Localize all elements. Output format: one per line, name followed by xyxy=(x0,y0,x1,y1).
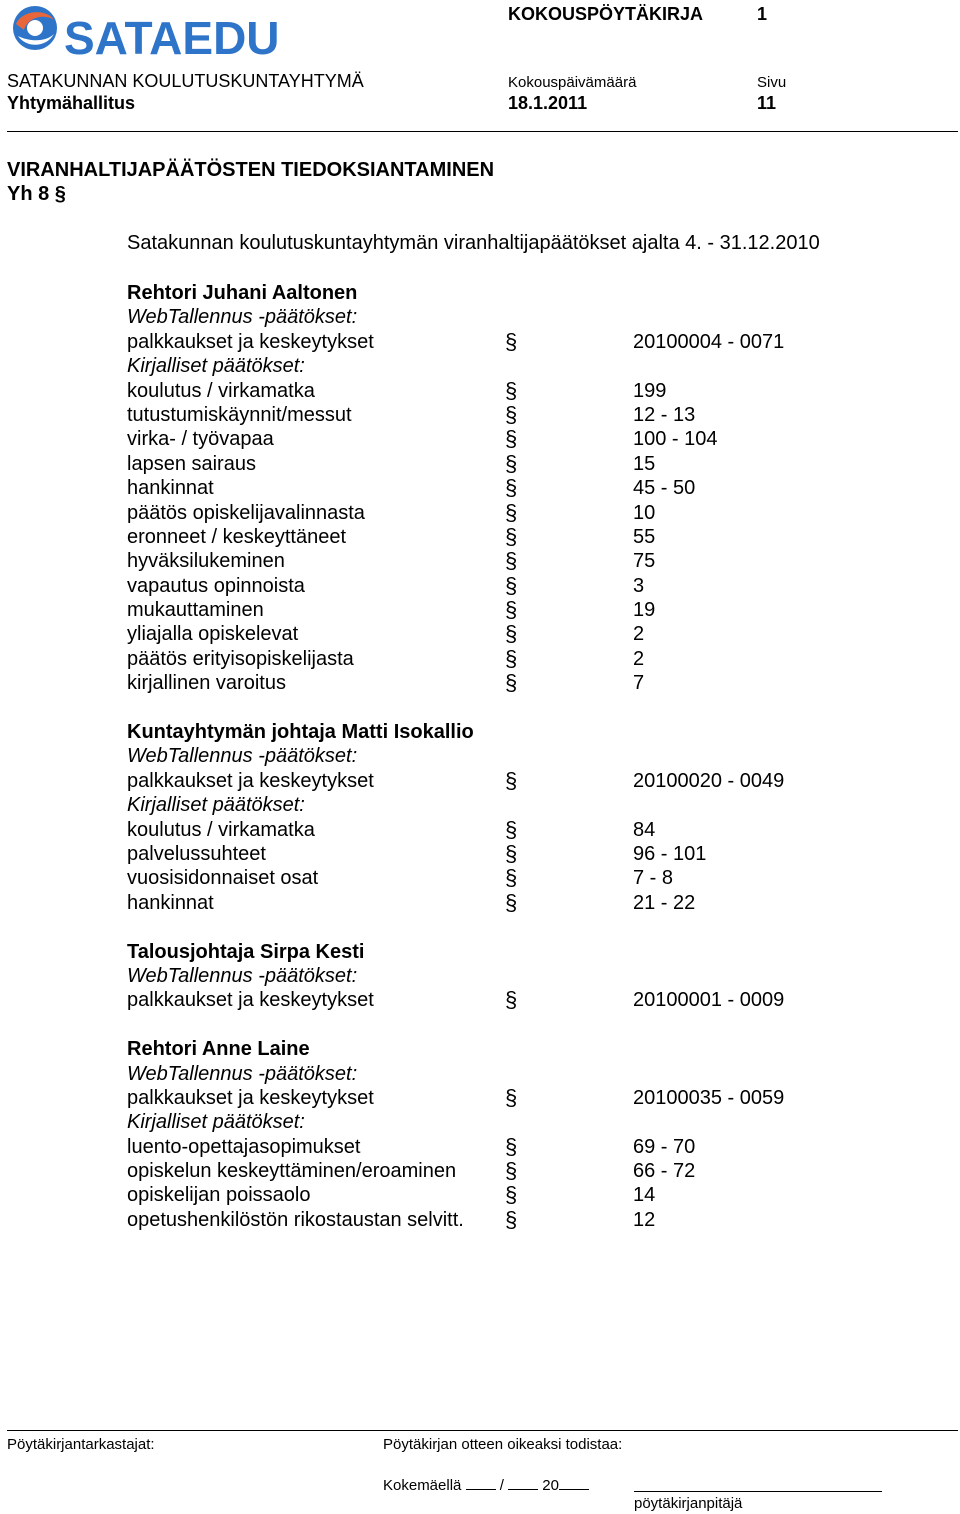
decision-numbers: 96 - 101 xyxy=(633,842,707,865)
category-label: Kirjalliset päätökset: xyxy=(127,1111,305,1134)
official-heading xyxy=(127,940,947,964)
certify-label: Pöytäkirjan otteen oikeaksi todistaa: xyxy=(383,1436,623,1453)
decision-label: mukauttaminen xyxy=(127,599,264,622)
decision-label: päätös opiskelijavalinnasta xyxy=(127,501,365,524)
decision-row xyxy=(127,403,947,427)
official-heading xyxy=(127,1037,947,1061)
decision-label: palkkaukset ja keskeytykset xyxy=(127,1086,374,1109)
decision-numbers: 55 xyxy=(633,525,656,548)
decision-label: vapautus opinnoista xyxy=(127,574,305,597)
month-blank[interactable] xyxy=(508,1475,538,1490)
official-name: Rehtori Juhani Aaltonen xyxy=(127,282,358,304)
decision-numbers: 20100035 - 0059 xyxy=(633,1086,785,1109)
decision-row xyxy=(127,501,947,525)
document-type: KOKOUSPÖYTÄKIRJA xyxy=(508,4,704,24)
official-name: Talousjohtaja Sirpa Kesti xyxy=(127,940,365,963)
decision-label: koulutus / virkamatka xyxy=(127,379,315,402)
decision-row xyxy=(127,647,947,671)
decision-numbers: 2 xyxy=(633,647,645,670)
reviewers-label: Pöytäkirjantarkastajat: xyxy=(7,1436,155,1453)
page-number: 1 xyxy=(757,4,768,24)
decision-label: hankinnat xyxy=(127,477,214,500)
decision-row xyxy=(127,525,947,549)
section-sign: § xyxy=(505,426,518,452)
meeting-date-label: Kokouspäivämäärä xyxy=(508,74,637,91)
decision-numbers: 199 xyxy=(633,379,667,402)
decision-row xyxy=(127,549,947,573)
category-label: Kirjalliset päätökset: xyxy=(127,355,305,378)
decision-row xyxy=(127,818,947,842)
decision-numbers: 20100020 - 0049 xyxy=(633,769,785,792)
decision-label: opiskelijan poissaolo xyxy=(127,1184,311,1207)
decision-label: lapsen sairaus xyxy=(127,452,256,475)
decision-label: palvelussuhteet xyxy=(127,842,266,865)
decision-row xyxy=(127,452,947,476)
section-sign: § xyxy=(505,987,518,1013)
logo-inner xyxy=(27,20,43,36)
meeting-date: 18.1.2011 xyxy=(508,93,588,113)
decision-label: koulutus / virkamatka xyxy=(127,818,315,841)
sataedu-logo xyxy=(6,2,280,64)
decision-row xyxy=(127,622,947,646)
decision-label: luento-opettajasopimukset xyxy=(127,1135,361,1158)
decision-numbers: 14 xyxy=(633,1184,656,1207)
decision-numbers: 12 - 13 xyxy=(633,403,696,426)
section-number: Yh 8 § xyxy=(7,183,66,205)
decision-category xyxy=(127,793,947,817)
header-divider xyxy=(7,131,958,132)
section-sign: § xyxy=(505,1206,518,1232)
logo-text: SATAEDU xyxy=(64,12,280,64)
page-label: Sivu xyxy=(757,74,787,91)
decision-category xyxy=(127,1062,947,1086)
decision-label: yliajalla opiskelevat xyxy=(127,623,299,646)
category-label: WebTallennus -päätökset: xyxy=(127,306,358,329)
decision-label: hankinnat xyxy=(127,891,214,914)
date-slash: / xyxy=(499,1477,504,1494)
signing-place-line xyxy=(383,1475,589,1494)
decision-label: opiskelun keskeyttäminen/eroaminen xyxy=(127,1160,457,1183)
decision-row xyxy=(127,598,947,622)
intro-text: Satakunnan koulutuskuntayhtymän viranhaltijapäätökset ajalta 4. - 31.12.2010 xyxy=(127,232,820,254)
official-name: Rehtori Anne Laine xyxy=(127,1038,310,1061)
decision-label: palkkaukset ja keskeytykset xyxy=(127,330,374,353)
decision-category xyxy=(127,305,947,329)
decision-row xyxy=(127,427,947,451)
decision-category xyxy=(127,354,947,378)
category-label: WebTallennus -päätökset: xyxy=(127,964,358,987)
decision-row xyxy=(127,476,947,500)
decision-row xyxy=(127,1159,947,1183)
decision-numbers: 45 - 50 xyxy=(633,477,696,500)
section-sign: § xyxy=(505,377,518,403)
sataedu-logo-mark xyxy=(6,2,280,64)
decision-label: vuosisidonnaiset osat xyxy=(127,867,319,890)
section-sign: § xyxy=(505,548,518,574)
decision-row xyxy=(127,988,947,1012)
decision-row xyxy=(127,379,947,403)
decision-numbers: 7 xyxy=(633,672,645,695)
day-blank[interactable] xyxy=(466,1475,496,1490)
section-sign: § xyxy=(505,572,518,598)
organization-name: SATAKUNNAN KOULUTUSKUNTAYHTYMÄ xyxy=(7,71,364,91)
section-sign: § xyxy=(505,645,518,671)
decision-numbers: 75 xyxy=(633,550,656,573)
decision-row xyxy=(127,671,947,695)
board-name: Yhtymähallitus xyxy=(7,93,136,113)
section-sign: § xyxy=(505,1084,518,1110)
decision-numbers: 66 - 72 xyxy=(633,1160,696,1183)
section-sign: § xyxy=(505,816,518,842)
decision-row xyxy=(127,842,947,866)
decision-category xyxy=(127,964,947,988)
decision-numbers: 19 xyxy=(633,599,656,622)
section-sign: § xyxy=(505,401,518,427)
section-sign: § xyxy=(505,450,518,476)
decision-row xyxy=(127,1208,947,1232)
decision-row xyxy=(127,330,947,354)
document-title: VIRANHALTIJAPÄÄTÖSTEN TIEDOKSIANTAMINEN xyxy=(7,159,495,181)
decision-row xyxy=(127,574,947,598)
section-sign: § xyxy=(505,475,518,501)
category-label: WebTallennus -päätökset: xyxy=(127,745,358,768)
decision-row xyxy=(127,866,947,890)
decision-label: virka- / työvapaa xyxy=(127,428,274,451)
year-prefix: 20 xyxy=(542,1477,559,1494)
signature-line[interactable] xyxy=(634,1491,882,1492)
decision-category xyxy=(127,744,947,768)
decision-numbers: 84 xyxy=(633,818,656,841)
decision-row xyxy=(127,1086,947,1110)
section-sign: § xyxy=(505,889,518,915)
section-sign: § xyxy=(505,1133,518,1159)
decision-numbers: 20100004 - 0071 xyxy=(633,330,785,353)
decision-label: päätös erityisopiskelijasta xyxy=(127,647,354,670)
official-name: Kuntayhtymän johtaja Matti Isokallio xyxy=(127,721,474,744)
category-label: WebTallennus -päätökset: xyxy=(127,1062,358,1085)
decision-numbers: 20100001 - 0009 xyxy=(633,989,785,1012)
decision-label: opetushenkilöstön rikostaustan selvitt. xyxy=(127,1208,464,1231)
official-heading xyxy=(127,720,947,744)
section-sign: § xyxy=(505,840,518,866)
signing-place: Kokemäellä xyxy=(383,1477,462,1494)
decision-label: kirjallinen varoitus xyxy=(127,672,286,695)
section-sign: § xyxy=(505,670,518,696)
decision-label: hyväksilukeminen xyxy=(127,550,285,573)
decision-category xyxy=(127,1110,947,1134)
decision-row xyxy=(127,1135,947,1159)
category-label: Kirjalliset päätökset: xyxy=(127,794,305,817)
decision-label: tutustumiskäynnit/messut xyxy=(127,403,352,426)
decision-numbers: 7 - 8 xyxy=(633,867,674,890)
decision-row xyxy=(127,1183,947,1207)
year-blank[interactable] xyxy=(559,1475,589,1490)
decision-numbers: 10 xyxy=(633,501,656,524)
section-sign: § xyxy=(505,865,518,891)
decision-list xyxy=(127,281,947,1232)
section-sign: § xyxy=(505,767,518,793)
page-value: 11 xyxy=(757,93,777,113)
section-sign: § xyxy=(505,523,518,549)
decision-numbers: 3 xyxy=(633,574,645,597)
decision-numbers: 12 xyxy=(633,1208,656,1231)
official-heading xyxy=(127,281,947,305)
decision-numbers: 21 - 22 xyxy=(633,891,696,914)
decision-label: eronneet / keskeyttäneet xyxy=(127,525,347,548)
decision-label: palkkaukset ja keskeytykset xyxy=(127,769,374,792)
section-sign: § xyxy=(505,499,518,525)
decision-numbers: 69 - 70 xyxy=(633,1135,696,1158)
decision-row xyxy=(127,769,947,793)
decision-label: palkkaukset ja keskeytykset xyxy=(127,989,374,1012)
section-sign: § xyxy=(505,1158,518,1184)
section-sign: § xyxy=(505,597,518,623)
decision-row xyxy=(127,891,947,915)
section-sign: § xyxy=(505,1182,518,1208)
signature-role: pöytäkirjanpitäjä xyxy=(634,1495,743,1512)
decision-numbers: 100 - 104 xyxy=(633,428,718,451)
section-sign: § xyxy=(505,621,518,647)
footer-divider xyxy=(7,1430,958,1431)
decision-numbers: 2 xyxy=(633,623,645,646)
section-sign: § xyxy=(505,328,518,354)
decision-numbers: 15 xyxy=(633,452,656,475)
